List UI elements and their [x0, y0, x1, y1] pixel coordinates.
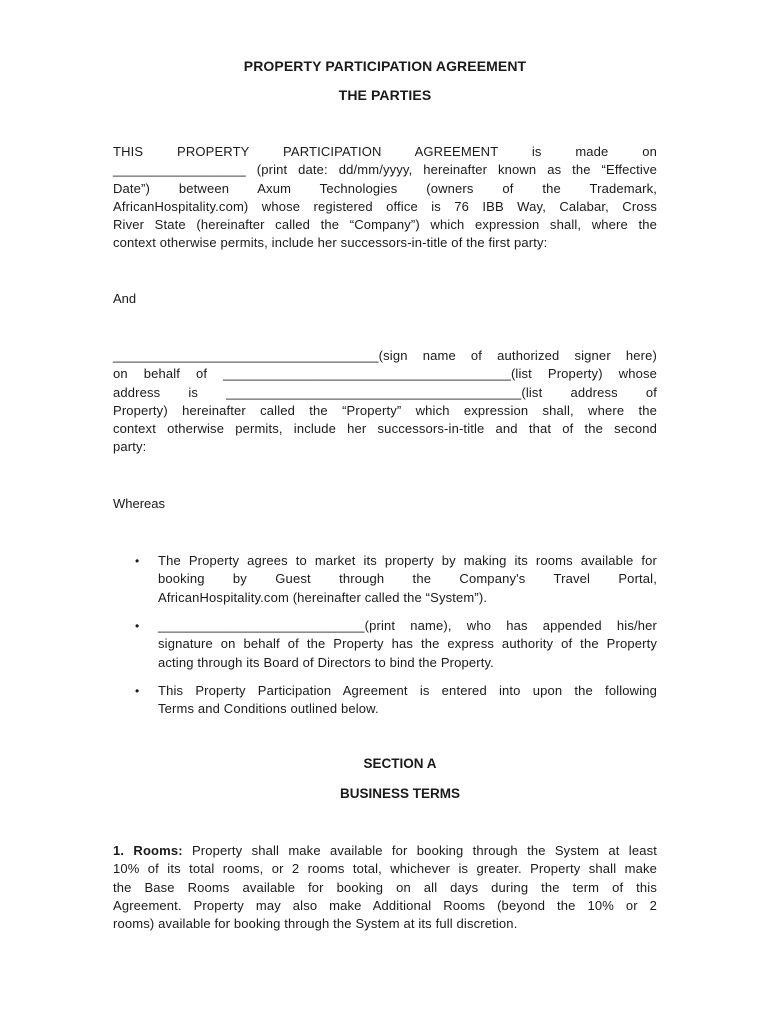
- whereas-item-line: This Property Participation Agreement is entered into upon the following: [158, 683, 657, 698]
- whereas-item-line: The Property agrees to market its property by making its rooms available for: [158, 553, 657, 568]
- intro-paragraph: [113, 143, 657, 253]
- rooms-line: 10% of its total rooms, or 2 rooms total, whichever is greater. Property shall make: [113, 861, 657, 877]
- rooms-line: rooms) available for booking through the System at its full discretion.: [113, 916, 518, 932]
- second-party-line: context otherwise permits, include her successors-in-title and that of the second: [113, 421, 657, 437]
- rooms-paragraph: [113, 842, 657, 933]
- section-title: BUSINESS TERMS: [339, 786, 461, 801]
- intro-line: AfricanHospitality.com) whose registered office is 76 IBB Way, Calabar, Cross: [113, 198, 657, 214]
- second-party-line: ____________________________________(sign name of authorized signer here): [113, 348, 657, 363]
- bullet-icon: •: [135, 684, 140, 698]
- rooms-line: Agreement. Property may also make Additional Rooms (beyond the 10% or 2: [113, 897, 657, 913]
- second-party-paragraph: [113, 347, 657, 457]
- whereas-item-line: acting through its Board of Directors to bind the Property.: [158, 654, 494, 670]
- bullet-icon: •: [135, 619, 140, 633]
- second-party-line: address is ________________________________________(list address of: [113, 384, 657, 400]
- whereas-item-line: signature on behalf of the Property has the express authority of the Property: [158, 636, 657, 652]
- and-label: And: [113, 291, 137, 306]
- document-title: PROPERTY PARTICIPATION AGREEMENT: [243, 58, 527, 74]
- second-party-line: on behalf of _______________________________________(list Property) whose: [113, 366, 657, 382]
- rooms-heading: 1. Rooms:: [113, 843, 183, 858]
- whereas-item-line: ____________________________(print name), who has appended his/her: [158, 618, 657, 633]
- second-party-line: Property) hereinafter called the “Property” which expression shall, where the: [113, 402, 657, 418]
- parties-heading: THE PARTIES: [338, 87, 432, 103]
- whereas-label: Whereas: [113, 496, 166, 511]
- intro-line: context otherwise permits, include her successors-in-title of the first party:: [113, 235, 548, 251]
- whereas-item-line: Terms and Conditions outlined below.: [158, 701, 379, 717]
- rooms-line: the Base Rooms available for booking on all days during the term of this: [113, 879, 657, 895]
- rooms-text: Property shall make available for booking through the System at least: [182, 843, 657, 858]
- intro-line: Date”) between Axum Technologies (owners of the Trademark,: [113, 180, 657, 196]
- bullet-icon: •: [135, 554, 140, 568]
- second-party-line: party:: [113, 439, 147, 455]
- section-label: SECTION A: [363, 756, 437, 771]
- intro-line: THIS PROPERTY PARTICIPATION AGREEMENT is made on: [113, 144, 657, 159]
- whereas-item-line: booking by Guest through the Company's Travel Portal,: [158, 571, 657, 587]
- intro-line: __________________ (print date: dd/mm/yyyy, hereinafter known as the “Effective: [113, 162, 657, 178]
- rooms-line: [113, 842, 657, 860]
- whereas-item-line: AfricanHospitality.com (hereinafter called the “System”).: [158, 589, 488, 605]
- intro-line: River State (hereinafter called the “Company”) which expression shall, where the: [113, 217, 657, 233]
